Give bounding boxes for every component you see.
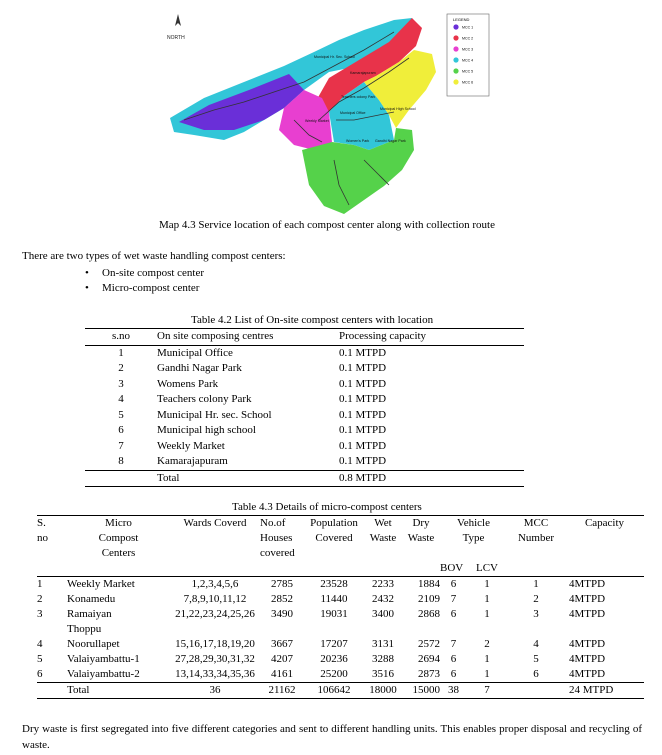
table-cell: 38 — [440, 683, 467, 699]
col-header-lcv: LCV — [467, 561, 507, 577]
legend-swatch — [453, 46, 458, 51]
table-cell: 7 — [450, 593, 457, 605]
table-cell: 2 — [118, 362, 124, 374]
table-cell: 2572 — [418, 638, 440, 650]
table-row — [37, 667, 644, 683]
table-cell: 0.1 MTPD — [339, 424, 387, 436]
bullet-item: • On-site compost center — [85, 266, 204, 281]
table-cell — [507, 683, 565, 699]
col-header-wards: Wards Coverd — [170, 516, 260, 562]
table-cell: 4MTPD — [569, 593, 606, 605]
table-row — [37, 622, 644, 637]
legend-swatch — [453, 24, 458, 29]
map-label-6: Women's Park — [346, 139, 370, 143]
onsite-centers-table — [85, 328, 524, 487]
table-cell: Municipal Hr. sec. School — [157, 408, 272, 421]
table-cell: 4 — [37, 638, 43, 650]
table-row — [85, 361, 524, 377]
col-header-centre: On site composing centres — [157, 329, 339, 346]
table-cell: 23528 — [320, 578, 348, 590]
table-cell: 0.1 MTPD — [339, 377, 387, 390]
table-cell: 1 — [533, 578, 539, 590]
table-cell: 1,2,3,4,5,6 — [191, 578, 239, 590]
table-cell: 5 — [533, 653, 539, 665]
table-cell: 1 — [484, 608, 490, 620]
table-cell — [364, 622, 402, 637]
table-cell: 2873 — [418, 668, 440, 680]
col-header-capacity: Capacity — [565, 516, 644, 562]
table-cell: 7 — [118, 439, 124, 452]
table-cell: Konamedu — [67, 593, 116, 605]
bullet-list — [85, 266, 204, 296]
table-cell — [507, 622, 565, 637]
service-location-map — [164, 10, 492, 218]
map-legend — [447, 14, 489, 96]
table-cell: Thoppu — [67, 623, 102, 635]
table-cell: 1 — [37, 578, 43, 590]
table-cell: Total — [67, 683, 170, 699]
map-label-4: Weekly Market — [305, 119, 329, 123]
table43-caption: Table 4.3 Details of micro-compost centers — [232, 501, 422, 513]
col-header-vehicle: Vehicle Type — [440, 516, 507, 562]
table-cell: 15,16,17,18,19,20 — [175, 638, 255, 650]
col-header-bov: BOV — [440, 561, 467, 577]
micro-compost-centers-table — [37, 515, 644, 699]
table-cell: 1 — [118, 346, 124, 359]
table-cell: 4MTPD — [569, 653, 606, 665]
table-cell: 1 — [484, 593, 490, 605]
table-cell: 3 — [118, 377, 124, 390]
table-cell: 0.1 MTPD — [339, 346, 387, 359]
table-cell: 3400 — [372, 608, 394, 620]
table-cell: 106642 — [304, 683, 364, 699]
table-cell: 2 — [533, 593, 539, 605]
table-row — [85, 345, 524, 361]
table-subheader-row — [37, 561, 644, 577]
table-cell: 7,8,9,10,11,12 — [183, 593, 247, 605]
table-cell: 0.1 MTPD — [339, 455, 387, 467]
table-cell: 17207 — [320, 638, 348, 650]
table-row — [85, 423, 524, 439]
col-header-sno: s.no — [85, 329, 157, 346]
table-row — [85, 392, 524, 408]
map-label-5: Municipal High School — [380, 107, 416, 111]
table-total-row — [37, 683, 644, 699]
table-cell: Kamarajapuram — [157, 455, 228, 467]
table-cell: 1884 — [418, 578, 440, 590]
table-cell — [37, 622, 67, 637]
table-cell: 3288 — [372, 653, 394, 665]
legend-label: MCC 5 — [462, 69, 474, 74]
table-cell: 6 — [450, 668, 457, 680]
table-cell: 25200 — [320, 668, 348, 680]
map-label-2: Teachers colony Park — [341, 95, 376, 99]
col-header-mcc: Micro Compost Centers — [67, 516, 170, 562]
legend-label: MCC 1 — [462, 25, 474, 30]
table-cell: 4MTPD — [569, 608, 606, 620]
table-cell — [402, 622, 440, 637]
table-cell: 0.1 MTPD — [339, 408, 387, 421]
legend-swatch — [453, 35, 458, 40]
table-cell: Gandhi Nagar Park — [157, 362, 242, 374]
total-value: 0.8 MTPD — [339, 470, 524, 487]
map-label-7: Gandhi Nagar Park — [375, 139, 406, 143]
table-cell: 4161 — [271, 668, 293, 680]
table-cell — [304, 622, 364, 637]
table-cell: 2 — [484, 638, 490, 650]
table-cell: 2109 — [418, 593, 440, 605]
col-header-houses: No.of Houses covered — [260, 516, 304, 562]
map-caption: Map 4.3 Service location of each compost center along with collection route — [159, 219, 495, 231]
table-row — [37, 607, 644, 622]
north-label: NORTH — [167, 35, 185, 41]
table-cell: Weekly Market — [67, 578, 135, 590]
table-cell: 4MTPD — [569, 638, 606, 650]
table-cell: 6 — [118, 424, 124, 436]
table-cell: 18000 — [364, 683, 402, 699]
table-cell: 24 MTPD — [565, 683, 644, 699]
table-cell: Ramaiyan — [67, 608, 112, 620]
table-cell: Municipal Office — [157, 346, 233, 359]
table-row — [37, 652, 644, 667]
table-cell: Womens Park — [157, 377, 219, 390]
table-cell: 4 — [533, 638, 539, 650]
table-cell: 3131 — [372, 638, 394, 650]
table-cell: 0.1 MTPD — [339, 362, 387, 374]
table-cell: 1 — [484, 668, 490, 680]
map-label-3: Municipal Office — [340, 111, 366, 115]
table-cell: 5 — [118, 408, 124, 421]
col-header-dry: Dry Waste — [402, 516, 440, 562]
table-cell: 2785 — [271, 578, 293, 590]
table-header-row — [37, 516, 644, 562]
map-label-1: Kamarajapuram — [350, 71, 376, 75]
table-cell: Municipal high school — [157, 424, 256, 436]
total-label: Total — [157, 470, 339, 487]
table-cell: 3 — [533, 608, 539, 620]
table-cell: 21162 — [260, 683, 304, 699]
table-cell: 2694 — [418, 653, 440, 665]
table-row — [85, 377, 524, 393]
table-cell — [565, 622, 644, 637]
table-cell — [37, 683, 67, 699]
table-cell: 3 — [37, 608, 43, 620]
table-cell: 21,22,23,24,25,26 — [175, 608, 255, 620]
col-header-capacity: Processing capacity — [339, 329, 524, 346]
table-row — [37, 592, 644, 607]
table-cell: 0.1 MTPD — [339, 393, 387, 405]
table-cell: 6 — [450, 653, 457, 665]
table-cell: 4MTPD — [569, 578, 606, 590]
table-cell: Valaiyambattu-2 — [67, 668, 140, 680]
table-cell: 15000 — [402, 683, 440, 699]
table-row — [85, 439, 524, 455]
table-cell: 7 — [450, 638, 457, 650]
table-row — [85, 408, 524, 424]
north-arrow-icon — [175, 14, 181, 26]
table-cell: 5 — [37, 653, 43, 665]
table-cell: 1 — [484, 578, 490, 590]
table-cell: 1 — [484, 653, 490, 665]
table-cell: 11440 — [320, 593, 348, 605]
table-total-row — [85, 470, 524, 487]
table-cell: Noorullapet — [67, 638, 120, 650]
legend-label: MCC 3 — [462, 47, 474, 52]
col-header-sno: S. no — [37, 516, 67, 562]
table-cell — [260, 622, 304, 637]
table-cell: 2852 — [271, 593, 293, 605]
table-cell: 2432 — [372, 593, 394, 605]
table42-caption: Table 4.2 List of On-site compost centers with location — [191, 314, 434, 326]
table-header-row — [85, 329, 524, 346]
table-cell: 20236 — [320, 653, 348, 665]
table-cell: 3516 — [372, 668, 394, 680]
legend-label: MCC 6 — [462, 80, 474, 85]
legend-swatch — [453, 57, 458, 62]
table-cell: 3490 — [271, 608, 293, 620]
legend-title: LEGEND — [453, 17, 470, 22]
map-label-0: Municipal Hr. Sec. School — [314, 55, 355, 59]
table-cell: 36 — [170, 683, 260, 699]
table-cell — [170, 622, 260, 637]
table-cell: Valaiyambattu-1 — [67, 653, 140, 665]
col-header-wet: Wet Waste — [364, 516, 402, 562]
table-cell: 4 — [118, 393, 124, 405]
table-cell — [440, 622, 467, 637]
table-cell: 3667 — [271, 638, 293, 650]
table-cell: 2 — [37, 593, 43, 605]
table-cell: 27,28,29,30,31,32 — [175, 653, 255, 665]
table-cell: 6 — [533, 668, 539, 680]
table-cell — [467, 622, 507, 637]
table-row — [85, 454, 524, 470]
table-cell: 4MTPD — [569, 668, 606, 680]
table-cell: 6 — [37, 668, 43, 680]
table-cell: 19031 — [320, 608, 348, 620]
col-header-population: Population Covered — [304, 516, 364, 562]
table-cell: Teachers colony Park — [157, 393, 252, 405]
table-cell: 6 — [450, 608, 457, 620]
table-cell: 6 — [450, 578, 457, 590]
table-cell: 4207 — [271, 653, 293, 665]
footer-text: Dry waste is first segregated into five different categories and sent to different handling units. This enables proper disposal and recycling of waste. — [22, 723, 642, 751]
legend-swatch — [453, 79, 458, 84]
table-cell: 0.1 MTPD — [339, 439, 387, 452]
intro-text: There are two types of wet waste handling compost centers: — [22, 250, 286, 262]
legend-label: MCC 4 — [462, 58, 474, 63]
table-cell: 2233 — [372, 578, 394, 590]
table-cell: Weekly Market — [157, 439, 225, 452]
table-cell: 2868 — [418, 608, 440, 620]
table-cell: 7 — [467, 683, 507, 699]
bullet-item: • Micro-compost center — [85, 281, 204, 296]
table-cell: 13,14,33,34,35,36 — [175, 668, 255, 680]
legend-swatch — [453, 68, 458, 73]
table-cell: 8 — [118, 455, 124, 467]
col-header-mccno: MCC Number — [507, 516, 565, 562]
table-row — [37, 577, 644, 593]
table-row — [37, 637, 644, 652]
legend-label: MCC 2 — [462, 36, 474, 41]
